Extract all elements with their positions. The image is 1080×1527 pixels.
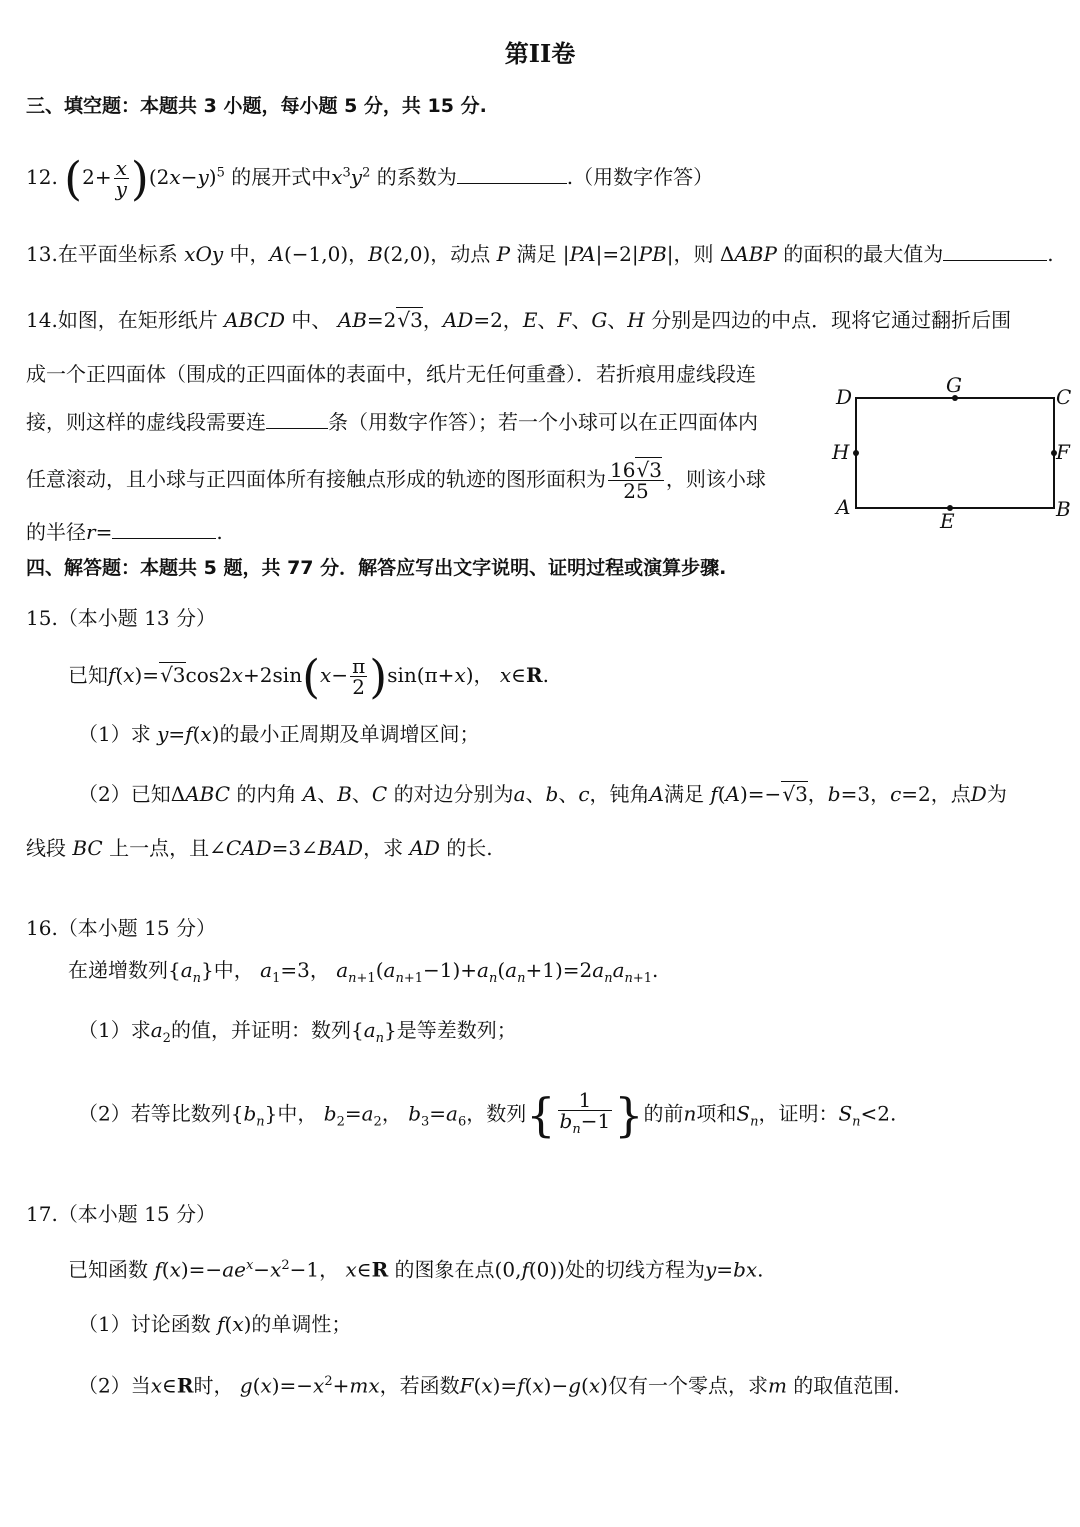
section-heading-solutions: 四、解答题：本题共 5 题，共 77 分．解答应写出文字说明、证明过程或演算步骤. — [26, 557, 727, 579]
question-14-line-2: 成一个正四面体（围成的正四面体的表面中，纸片无任何重叠）．若折痕用虚线段连 — [26, 362, 756, 386]
question-14: 14.如图，在矩形纸片 ABCD 中、 AB=2√3，AD=2，E、F、G、H 分别是四边的中点．现将它通过翻折后围 — [26, 308, 1012, 332]
label-g: G — [946, 374, 962, 397]
question-14-line-3: 接，则这样的虚线段需要连 条（用数字作答）；若一个小球可以在正四面体内 — [26, 410, 758, 434]
label-b: B — [1056, 497, 1071, 521]
question-number: 12. — [26, 165, 58, 189]
question-17-header: 17.（本小题 15 分） — [26, 1202, 216, 1226]
rectangle-abcd — [856, 398, 1054, 508]
question-15-part-1: （1）求 y=f(x)的最小正周期及单调增区间； — [78, 722, 480, 746]
label-d: D — [836, 385, 853, 409]
question-16-header: 16.（本小题 15 分） — [26, 916, 216, 940]
question-16-given: 在递增数列$\{a_n\}$中， $a_1=3$， $a_{n+1}(a_{n+1}-1)+a_n(a_n+1)=2a_na_{n+1}$. — [68, 958, 659, 986]
question-14-line-4: 任意滚动，且小球与正四面体所有接触点形成的轨迹的图形面积为 $\frac{16√3}{25}$ ，则该小球 — [26, 458, 766, 503]
label-h: H — [832, 440, 850, 464]
section-heading-fill-in: 三、填空题：本题共 3 小题，每小题 5 分，共 15 分. — [26, 95, 487, 117]
question-17-given: 已知函数 $f(x)=-ae^x-x^2-1$， x∈R 的图象在点(0,f(0))处的切线方程为y=bx. — [68, 1257, 764, 1282]
answer-blank[interactable] — [457, 165, 567, 184]
label-f: F — [1056, 440, 1070, 464]
question-12: 12. (2+ $\frac{x}{y}$ )$(2x-y)^5$ 的展开式中$x^3y^2$ 的系数为 .（用数字作答） — [26, 151, 714, 206]
question-15-part-2: （2）已知ΔABC 的内角 A、B、C 的对边分别为a、b、c，钝角A满足 f(A)=−√3，b=3，c=2，点D为 — [78, 782, 1007, 806]
question-15-header: 15.（本小题 13 分） — [26, 606, 216, 630]
midpoint-h — [853, 450, 859, 456]
answer-blank[interactable] — [943, 242, 1047, 261]
question-17-part-2: （2）当x∈R时， $g(x)=-x^2+mx$，若函数F(x)=f(x)−g(x)仅有一个零点，求m 的取值范围. — [78, 1373, 900, 1398]
answer-blank[interactable] — [112, 520, 216, 539]
label-a: A — [836, 495, 851, 519]
question-15-given: 已知f(x)=√3cos2x+2sin(x− $\frac{\pi}{2}$ )sin(π+x)， x∈R. — [68, 649, 549, 704]
page-title: 第II卷 — [504, 39, 576, 68]
question-16-part-2: （2）若等比数列$\{b_n\}$中， $b_2=a_2$， $b_3=a_6$，数列{ $\frac{1}{b_n-1}$ }的前n项和$S_n$，证明：$S_n<2$. — [78, 1088, 897, 1142]
label-e: E — [940, 509, 955, 533]
question-17-part-1: （1）讨论函数 f(x)的单调性； — [78, 1312, 352, 1336]
rectangle-figure — [826, 374, 1076, 534]
question-14-line-5: 的半径r= . — [26, 520, 223, 544]
label-c: C — [1056, 385, 1072, 409]
answer-blank[interactable] — [266, 410, 328, 429]
question-15-part-2-line-2: 线段 BC 上一点，且∠CAD=3∠BAD，求 AD 的长. — [26, 836, 493, 860]
question-16-part-1: （1）求$a_2$的值，并证明：数列$\{a_n\}$是等差数列； — [78, 1018, 517, 1046]
question-13: 13.在平面坐标系 xOy 中，A(−1,0)，B(2,0)，动点 P 满足 |PA|=2|PB|，则 ΔABP 的面积的最大值为 . — [26, 242, 1054, 266]
